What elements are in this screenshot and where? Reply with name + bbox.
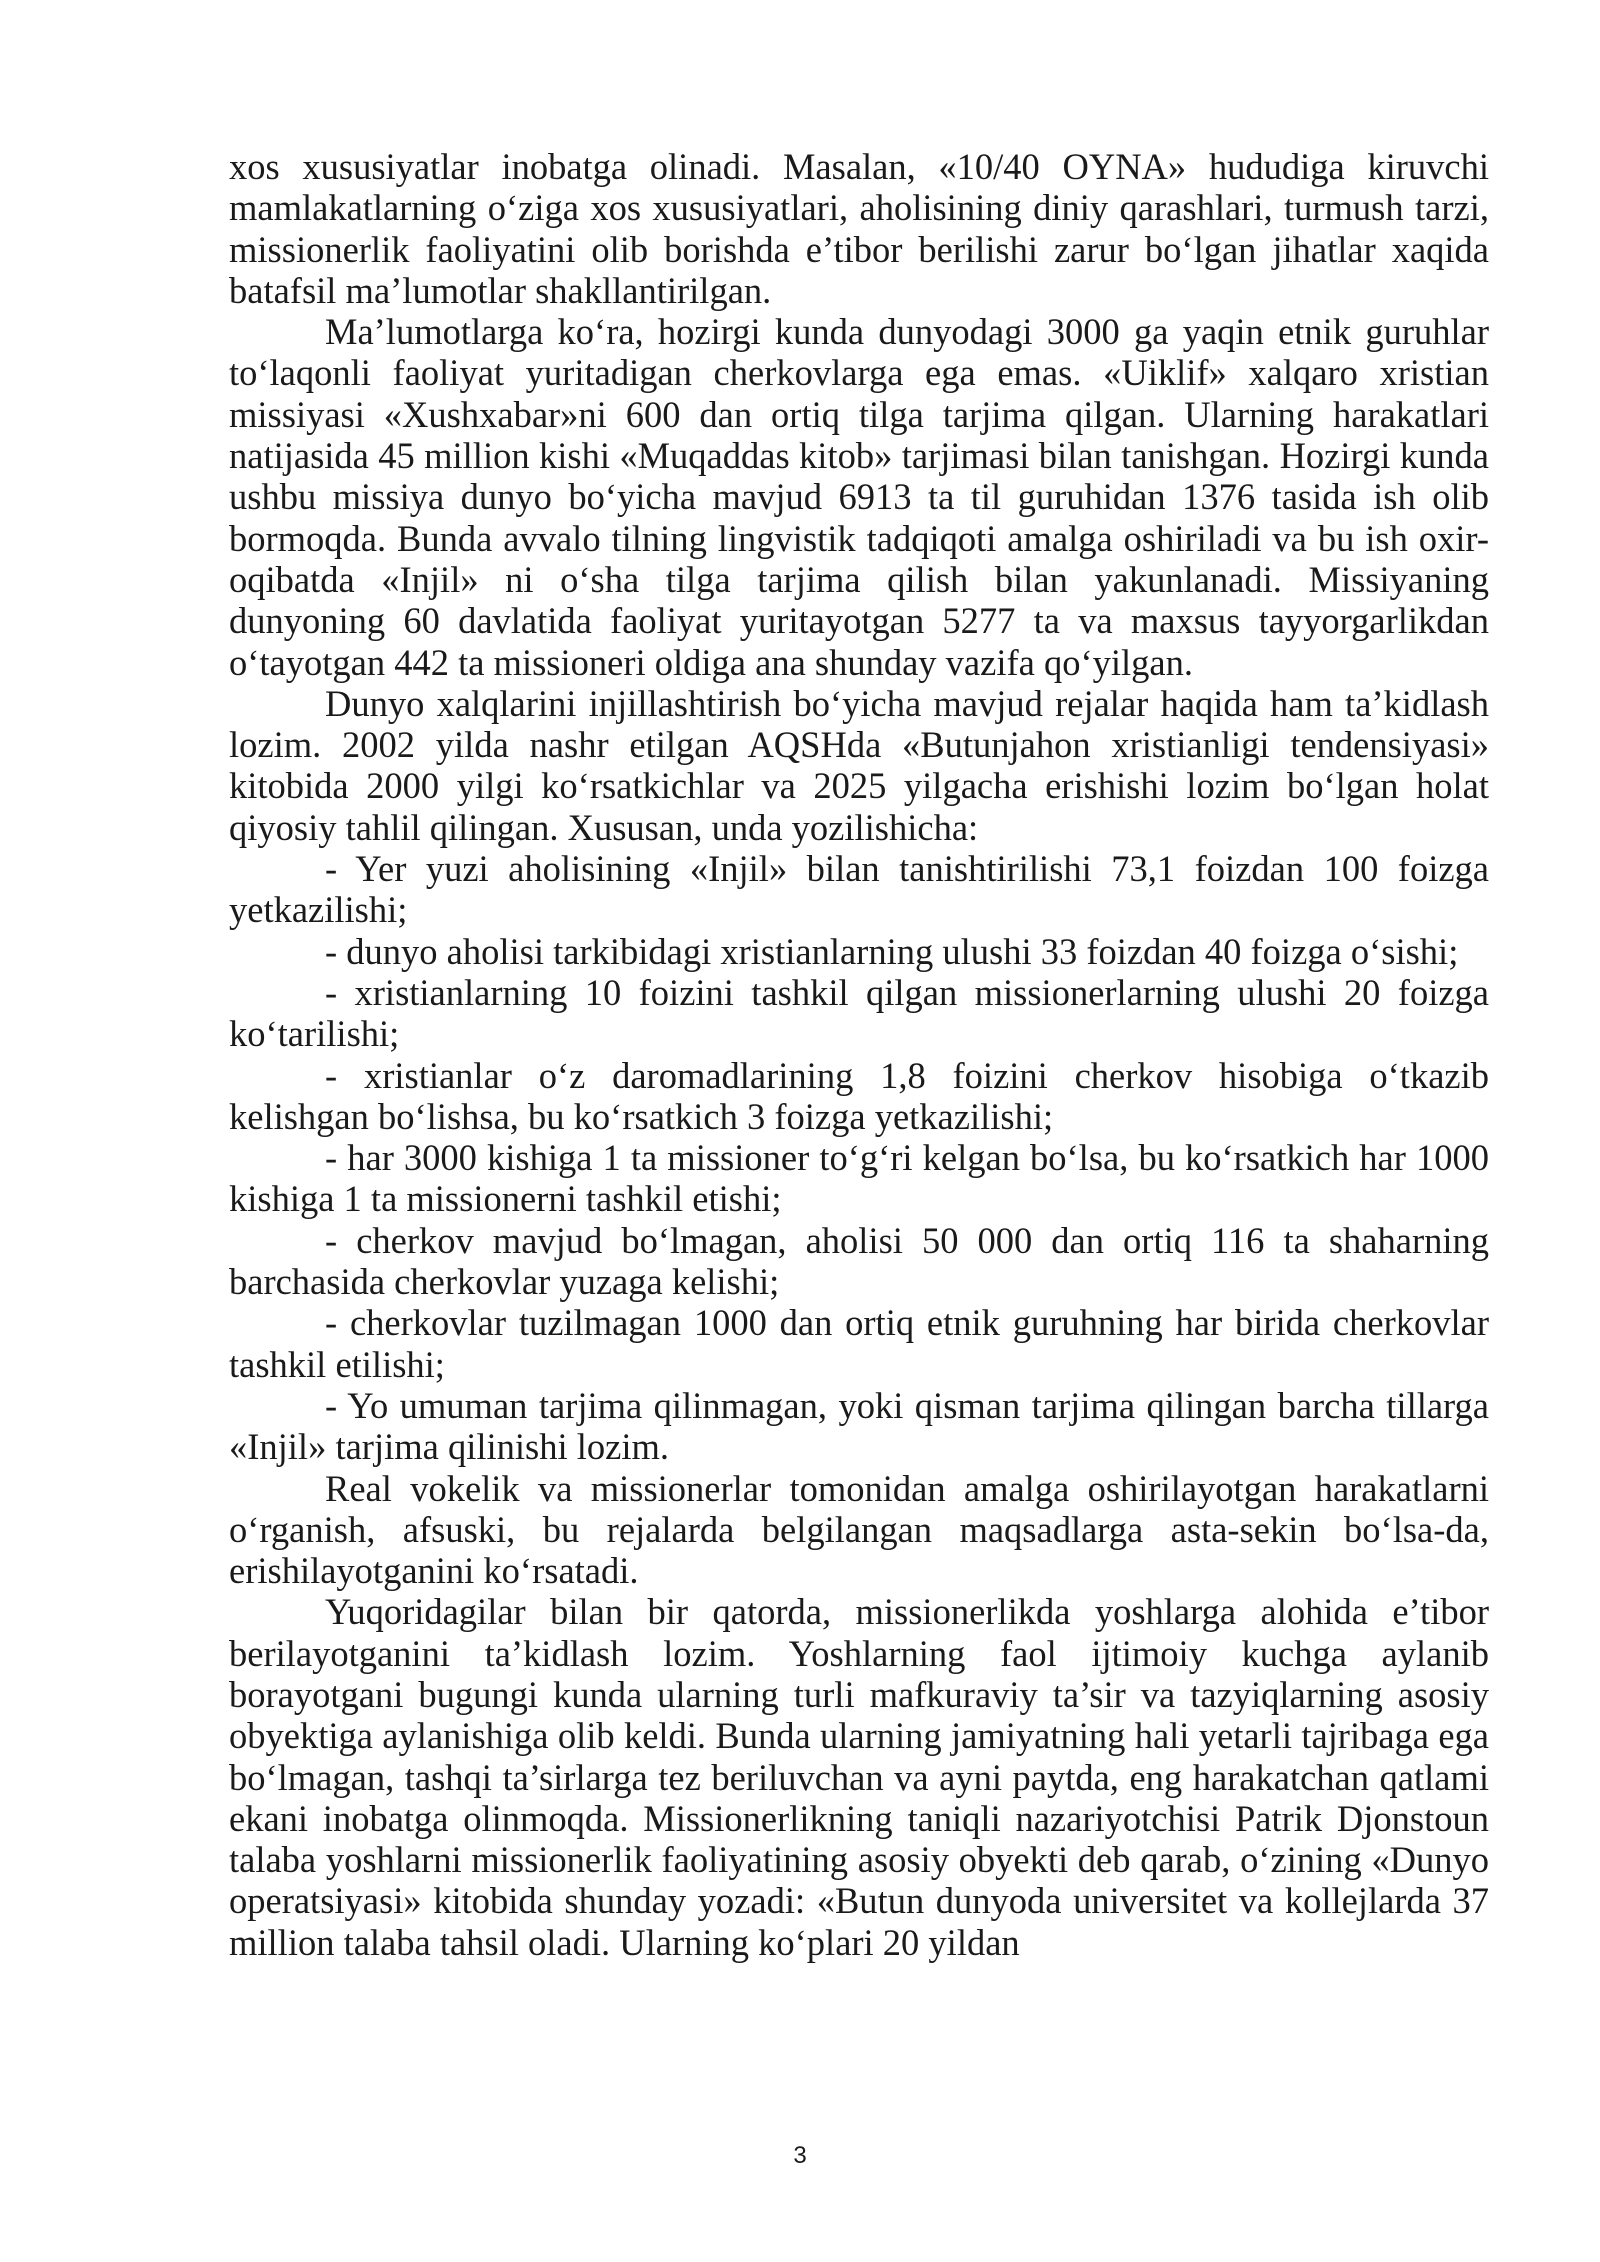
paragraph-ethnic-groups: Ma’lumotlarga ko‘ra, hozirgi kunda dunyodagi 3000 ga yaqin etnik guruhlar to‘laqonli faoliyat yuritadigan cherkovlarga ega emas. «Uiklif» xalqaro xristian missiyasi «Xushxabar»ni 600 dan ortiq tilga tarjima qilgan. Ularning harakatlari natijasida 45 million kishi «Muqaddas kitob» tarjimasi bilan tanishgan. Hozirgi kunda ushbu missiya dunyo bo‘yicha mavjud 6913 ta til guruhidan 1376 tasida ish olib bormoqda. Bunda avvalo tilning lingvistik tadqiqoti amalga oshiriladi va bu ish oxir-oqibatda «Injil» ni o‘sha tilga tarjima qilish bilan yakunlanadi. Missiyaning dunyoning 60 davlatida faoliyat yuritayotgan 5277 ta va maxsus tayyorgarlikdan o‘tayotgan 442 ta missioneri oldiga ana shunday vazifa qo‘yilgan. (229, 311, 1489, 683)
page-number: 3 (793, 2142, 807, 2169)
paragraph-real-situation: Real vokelik va missionerlar tomonidan amalga oshirilayotgan harakatlarni o‘rganish, afsuski, bu rejalarda belgilangan maqsadlarga asta-sekin bo‘lsa-da, erishilayotganini ko‘rsatadi. (229, 1467, 1489, 1592)
list-item-missionary-share: - xristianlarning 10 foizini tashkil qilgan missionerlarning ulushi 20 foizga ko‘tarilishi; (229, 971, 1489, 1055)
list-item-city-churches: - cherkov mavjud bo‘lmagan, aholisi 50 000 dan ortiq 116 ta shaharning barchasida cherkovlar yuzaga kelishi; (229, 1219, 1489, 1303)
paragraph-youth: Yuqoridagilar bilan bir qatorda, missionerlikda yoshlarga alohida e’tibor berilayotganini ta’kidlash lozim. Yoshlarning faol ijtimoiy kuchga aylanib borayotgani bugungi kunda ularning turli mafkuraviy ta’sir va tazyiqlarning asosiy obyektiga aylanishiga olib keldi. Bunda ularning jamiyatning hali yetarli tajribaga ega bo‘lmagan, tashqi ta’sirlarga tez beriluvchan va ayni paytda, eng harakatchan qatlami ekani inobatga olinmoqda. Missionerlikning taniqli nazariyotchisi Patrik Djonstoun talaba yoshlarni missionerlik faoliyatining asosiy obyekti deb qarab, o‘zining «Dunyo operatsiyasi» kitobida shunday yozadi: «Butun dunyoda universitet va kollejlarda 37 million talaba tahsil oladi. Ularning ko‘plari 20 yildan (229, 1591, 1489, 1963)
list-item-translation: - Yo umuman tarjima qilinmagan, yoki qisman tarjima qilingan barcha tillarga «Injil» tarjima qilinishi lozim. (229, 1384, 1489, 1468)
paragraph-continuation: xos xususiyatlar inobatga olinadi. Masalan, «10/40 OYNA» hududiga kiruvchi mamlakatlarning o‘ziga xos xususiyatlari, aholisining diniy qarashlari, turmush tarzi, missionerlik faoliyatini olib borishda e’tibor berilishi zarur bo‘lgan jihatlar xaqida batafsil ma’lumotlar shakllantirilgan. (229, 146, 1489, 311)
list-item-missionary-ratio: - har 3000 kishiga 1 ta missioner to‘g‘ri kelgan bo‘lsa, bu ko‘rsatkich har 1000 kishiga 1 ta missionerni tashkil etishi; (229, 1137, 1489, 1220)
list-item-injil-familiarization: - Yer yuzi aholisining «Injil» bilan tanishtirilishi 73,1 foizdan 100 foizga yetkazilishi; (229, 848, 1489, 931)
paragraph-evangelization-plans: Dunyo xalqlarini injillashtirish bo‘yicha mavjud rejalar haqida ham ta’kidlash lozim. 2002 yilda nashr etilgan AQSHda «Butunjahon xristianligi tendensiyasi» kitobida 2000 yilgi ko‘rsatkichlar va 2025 yilgacha erishishi lozim bo‘lgan holat qiyosiy tahlil qilingan. Xususan, unda yozilishicha: (229, 682, 1489, 848)
list-item-christian-share: - dunyo aholisi tarkibidagi xristianlarning ulushi 33 foizdan 40 foizga o‘sishi; (325, 930, 1459, 972)
body-text (229, 146, 1489, 1963)
list-item-ethnic-churches: - cherkovlar tuzilmagan 1000 dan ortiq etnik guruhning har birida cherkovlar tashkil etilishi; (229, 1302, 1489, 1385)
list-item-income-share: - xristianlar o‘z daromadlarining 1,8 foizini cherkov hisobiga o‘tkazib kelishgan bo‘lishsa, bu ko‘rsatkich 3 foizga yetkazilishi; (229, 1054, 1489, 1137)
